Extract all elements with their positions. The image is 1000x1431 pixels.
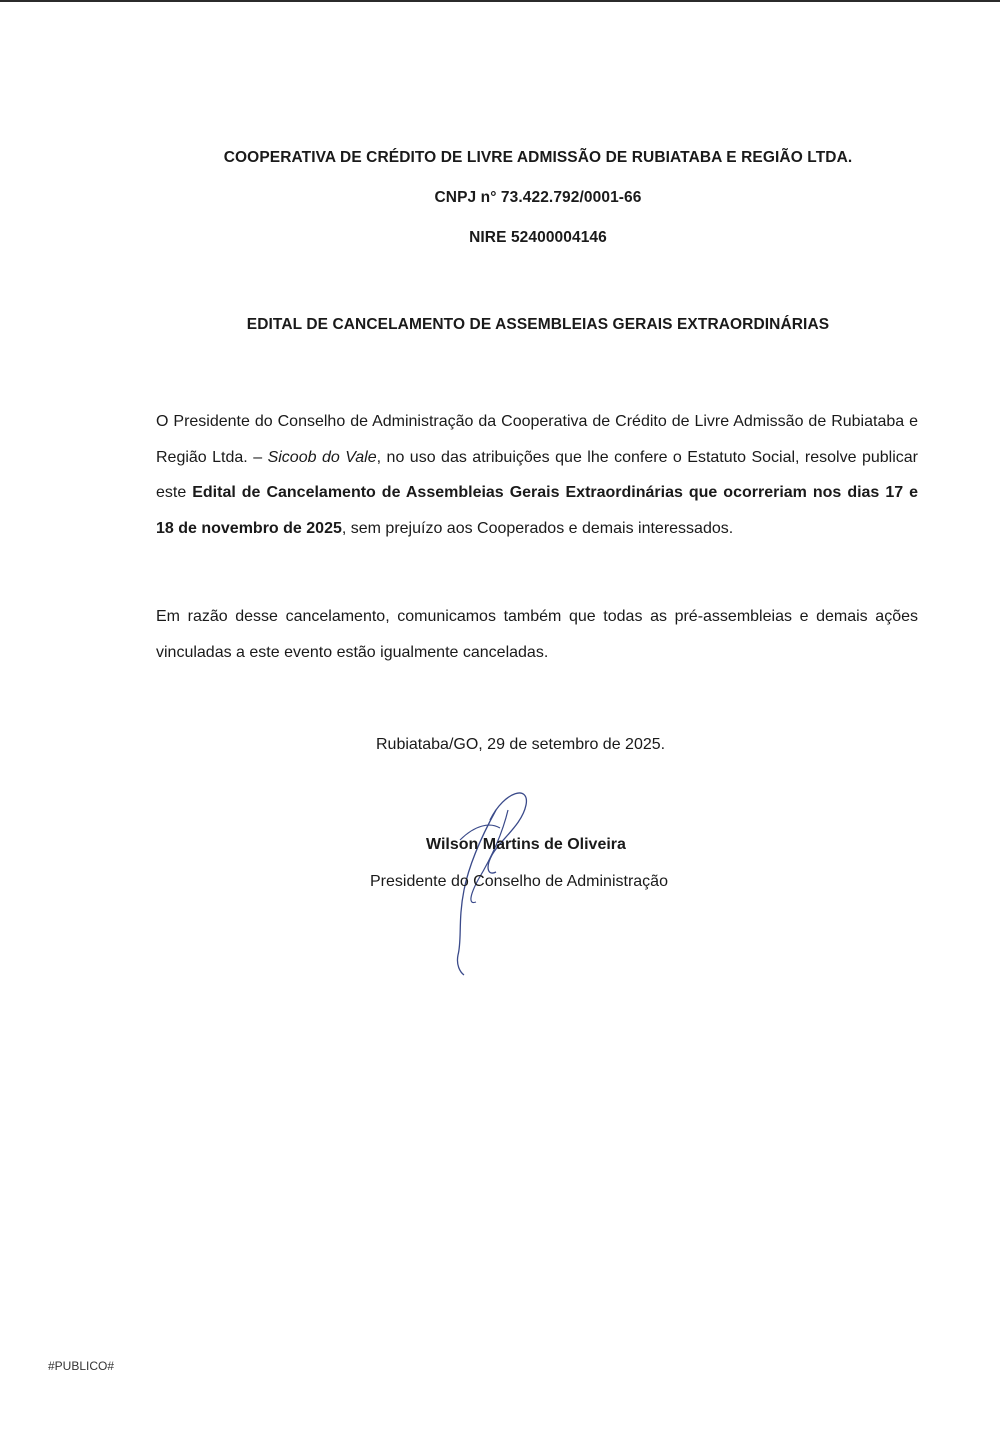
- page-top-border: [0, 0, 1000, 2]
- p1-text-1: O Presidente do Conselho de Administração da Cooperativa de Crédito de Livre Admissão de Rubiataba e Região Ltda. –: [156, 413, 918, 466]
- p1-text-3: , sem prejuízo aos Cooperados e demais interessados.: [341, 519, 734, 537]
- nire-line: NIRE 52400004146: [469, 229, 607, 246]
- paragraph-cancellation-scope: Em razão desse cancelamento, comunicamos também que todas as pré-assembleias e demais ações vinculadas a este evento estão igualmente canceladas.: [156, 608, 918, 661]
- p1-bold-notice: Edital de Cancelamento de Assembleias Gerais Extraordinárias que ocorreriam nos dias 17 e 18 de novembro de 2025: [156, 484, 919, 537]
- notice-title: EDITAL DE CANCELAMENTO DE ASSEMBLEIAS GERAIS EXTRAORDINÁRIAS: [246, 316, 830, 333]
- place-and-date: Rubiataba/GO, 29 de setembro de 2025.: [376, 736, 666, 753]
- organization-name: COOPERATIVA DE CRÉDITO DE LIVRE ADMISSÃO DE RUBIATABA E REGIÃO LTDA.: [223, 149, 853, 166]
- p1-italic-name: Sicoob do Vale: [267, 448, 377, 466]
- cnpj-line: CNPJ n° 73.422.792/0001-66: [434, 189, 642, 206]
- paragraph-announcement: [156, 404, 918, 546]
- classification-tag: #PUBLICO#: [48, 1359, 115, 1373]
- p1-text-2: , no uso das atribuições que lhe confere o Estatuto Social, resolve publicar este: [156, 448, 918, 501]
- signer-role: Presidente do Conselho de Administração: [370, 873, 668, 890]
- signer-name: Wilson Martins de Oliveira: [426, 836, 626, 853]
